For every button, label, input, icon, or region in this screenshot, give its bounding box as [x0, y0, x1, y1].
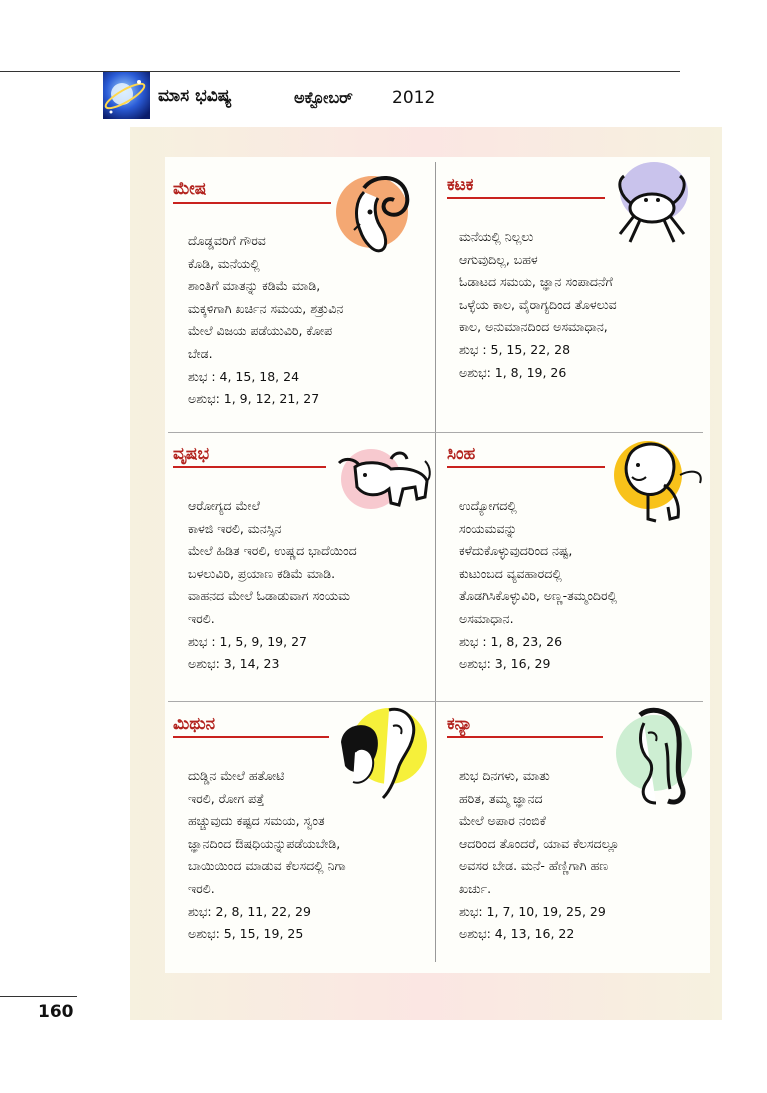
prediction-line: ಕಾಳಜಿ ಇರಲಿ, ಮನಸ್ಸಿನ [188, 520, 282, 536]
row-divider-1 [168, 432, 703, 433]
crab-icon [610, 160, 694, 248]
column-divider [435, 162, 436, 962]
good-days: ಶುಭ : 1, 5, 9, 19, 27 [188, 633, 307, 649]
prediction-line: ಶುಭ ದಿನಗಳು, ಮಾತು [459, 768, 550, 783]
prediction-line: ಹಚ್ಚುವುದು ಕಷ್ಟದ ಸಮಯ, ಸ್ವಂತ [188, 813, 325, 829]
prediction-line: ತೊಡಗಿಸಿಕೊಳ್ಳುವಿರಿ, ಅಣ್ಣ-ತಮ್ಮಂದಿರಲ್ಲಿ [459, 588, 618, 604]
page-number: 160 [38, 1002, 74, 1022]
prediction-line: ಕೊಡಿ, ಮನೆಯಲ್ಲಿ [188, 255, 260, 271]
prediction-line: ದುಡ್ಡಿನ ಮೇಲೆ ಹತೋಟಿ [188, 768, 285, 783]
prediction-line: ವಾಹನದ ಮೇಲೆ ಓಡಾಡುವಾಗ ಸಂಯಮ [188, 588, 350, 604]
bad-days: ಅಶುಭ: 4, 13, 16, 22 [459, 926, 575, 942]
prediction-line: ಮನೆಯಲ್ಲಿ ನಿಲ್ಲಲು [459, 229, 534, 244]
sign-prediction [188, 230, 343, 411]
maiden-icon [608, 703, 696, 809]
prediction-line: ಜ್ಞಾನದಿಂದ ಔಷಧಿಯನ್ನುಪಡೆಯಬೇಡಿ, [188, 835, 341, 851]
planet-logo-icon [103, 72, 150, 119]
sign-title: ಮೇಷ [173, 179, 207, 199]
lion-icon [608, 435, 708, 527]
prediction-line: ದೊಡ್ಡವರಿಗೆ ಗೌರವ [188, 233, 266, 248]
prediction-line: ಅವಸರ ಬೇಡ. ಮನೆ- ಹೆಣ್ಣಿಗಾಗಿ ಹಣ [459, 858, 609, 874]
good-days: ಶುಭ : 4, 15, 18, 24 [188, 368, 300, 384]
sign-prediction [459, 226, 617, 384]
sign-prediction [188, 765, 346, 946]
good-days: ಶುಭ : 5, 15, 22, 28 [459, 341, 571, 357]
prediction-line: ಉದ್ಯೋಗದಲ್ಲಿ [459, 498, 517, 513]
footer-rule [0, 996, 77, 997]
bad-days: ಅಶುಭ: 5, 15, 19, 25 [188, 926, 304, 942]
title-underline [447, 466, 605, 468]
row-divider-2 [168, 701, 703, 702]
prediction-line: ಕುಟುಂಬದ ವ್ಯವಹಾರದಲ್ಲಿ [459, 565, 562, 581]
prediction-line: ಆಗುವುದಿಲ್ಲ, ಬಹಳ [459, 251, 538, 267]
prediction-line: ಆರೋಗ್ಯದ ಮೇಲೆ [188, 498, 261, 513]
prediction-line: ಬಾಯಿಯಿಂದ ಮಾಡುವ ಕೆಲಸದಲ್ಲಿ ನಿಗಾ [188, 858, 346, 874]
prediction-line: ಮೇಲೆ ಹಿಡಿತ ಇರಲಿ, ಉಷ್ಣದ ಭಾದೆಯಿಂದ [188, 543, 357, 559]
prediction-line: ಒಳ್ಳೆಯ ಕಾಲ, ವೈರಾಗ್ಯದಿಂದ ತೊಳಲುವ [459, 296, 617, 312]
good-days: ಶುಭ: 2, 8, 11, 22, 29 [188, 903, 311, 919]
twins-icon [333, 702, 429, 800]
prediction-line: ಅಸಮಾಧಾನ. [459, 610, 514, 626]
bad-days: ಅಶುಭ: 1, 9, 12, 21, 27 [188, 391, 320, 407]
header-month: ಅಕ್ಟೋಬರ್ [294, 88, 353, 107]
sign-title: ಸಿಂಹ [447, 444, 476, 464]
header-rule [0, 71, 680, 72]
prediction-line: ಖರ್ಚು. [459, 880, 492, 896]
prediction-line: ಇರಲಿ. [188, 610, 215, 626]
sign-prediction [459, 495, 617, 676]
good-days: ಶುಭ : 1, 8, 23, 26 [459, 633, 563, 649]
prediction-line: ಆದರಿಂದ ತೊಂದರೆ, ಯಾವ ಕೆಲಸದಲ್ಲೂ [459, 835, 620, 851]
prediction-line: ಓಡಾಟದ ಸಮಯ, ಜ್ಞಾನ ಸಂಪಾದನೆಗೆ [459, 274, 613, 290]
sign-prediction [459, 765, 619, 946]
prediction-line: ಕಳೆದುಕೊಳ್ಳುವುದರಿಂದ ನಷ್ಟ, [459, 543, 573, 559]
prediction-line: ಇರಲಿ, ರೋಗ ಪತ್ತೆ [188, 790, 265, 806]
title-underline [447, 736, 603, 738]
prediction-line: ಶಾಂತಿಗೆ ಮಾತನ್ನು ಕಡಿಮೆ ಮಾಡಿ, [188, 278, 321, 294]
prediction-line: ಕಾಲ, ಅನುಮಾನದಿಂದ ಅಸಮಾಧಾನ, [459, 319, 608, 335]
ram-icon [334, 168, 418, 260]
prediction-line: ಮೇಲೆ ಅಪಾರ ನಂಬಿಕೆ [459, 813, 546, 829]
prediction-line: ಇರಲಿ. [188, 880, 215, 896]
prediction-line: ಮೇಲೆ ವಿಜಯ ಪಡೆಯುವಿರಿ, ಕೋಪ [188, 323, 333, 339]
prediction-line: ಹರಿತ, ತಮ್ಮ ಜ್ಞಾನದ [459, 790, 543, 806]
good-days: ಶುಭ: 1, 7, 10, 19, 25, 29 [459, 903, 606, 919]
sign-title: ಕನ್ಯಾ [447, 714, 473, 734]
bad-days: ಅಶುಭ: 1, 8, 19, 26 [459, 364, 567, 380]
prediction-line: ಮಕ್ಕಳಿಗಾಗಿ ಖರ್ಚಿನ ಸಮಯ, ಶತ್ರುವಿನ [188, 300, 344, 316]
title-underline [173, 202, 331, 204]
title-underline [447, 197, 605, 199]
header-year: 2012 [392, 88, 436, 108]
title-underline [173, 466, 326, 468]
sign-title: ವೃಷಭ [173, 444, 210, 464]
prediction-line: ಸಂಯಮವನ್ನು [459, 520, 518, 536]
prediction-line: ಬೇಡ. [188, 345, 213, 361]
bad-days: ಅಶುಭ: 3, 16, 29 [459, 656, 551, 672]
prediction-line: ಬಳಲುವಿರಿ, ಪ್ರಯಾಣ ಕಡಿಮೆ ಮಾಡಿ. [188, 565, 336, 581]
sign-title: ಕಟಕ [447, 175, 474, 195]
sign-prediction [188, 495, 357, 676]
magazine-section-title: ಮಾಸ ಭವಿಷ್ಯ [158, 86, 232, 106]
bad-days: ಅಶುಭ: 3, 14, 23 [188, 656, 280, 672]
sign-title: ಮಿಥುನ [173, 714, 216, 734]
title-underline [173, 736, 329, 738]
